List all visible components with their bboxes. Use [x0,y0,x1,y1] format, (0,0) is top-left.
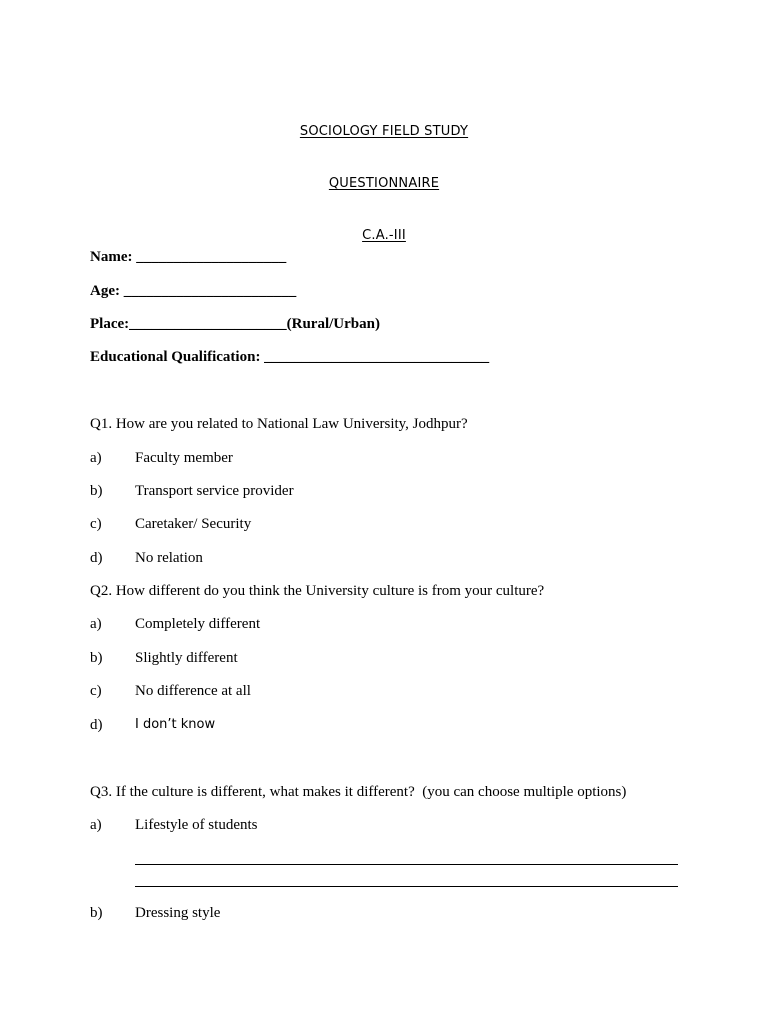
answer-line [135,886,678,887]
option-letter: a) [90,616,102,632]
place-field: Place:_____________________(Rural/Urban) [90,316,380,332]
question-2: Q2. How different do you think the University culture is from your culture? [90,583,545,599]
option-text: Transport service provider [135,483,294,499]
option-letter: b) [90,650,103,666]
question-1: Q1. How are you related to National Law University, Jodhpur? [90,416,468,432]
option-text: Dressing style [135,905,221,921]
name-field: Name: ____________________ [90,249,287,265]
option-letter: a) [90,817,102,833]
option-letter: b) [90,483,103,499]
age-field: Age: _______________________ [90,283,297,299]
option-text: I don’t know [135,717,216,732]
option-text: Caretaker/ Security [135,516,252,532]
option-letter: b) [90,905,103,921]
option-letter: d) [90,717,103,733]
option-letter: a) [90,450,102,466]
option-letter: c) [90,516,102,532]
answer-line [135,864,678,865]
option-text: Slightly different [135,650,238,666]
option-text: No relation [135,550,203,566]
document-subtitle: QUESTIONNAIRE [328,176,440,191]
option-text: Faculty member [135,450,233,466]
document-title: SOCIOLOGY FIELD STUDY [299,124,469,139]
option-text: No difference at all [135,683,251,699]
option-text: Lifestyle of students [135,817,258,833]
education-field: Educational Qualification: ______________________________ [90,349,490,365]
option-letter: c) [90,683,102,699]
option-text: Completely different [135,616,261,632]
assessment-code: C.A.-III [362,228,406,243]
option-letter: d) [90,550,103,566]
question-3: Q3. If the culture is different, what makes it different? (you can choose multiple options) [90,784,627,800]
